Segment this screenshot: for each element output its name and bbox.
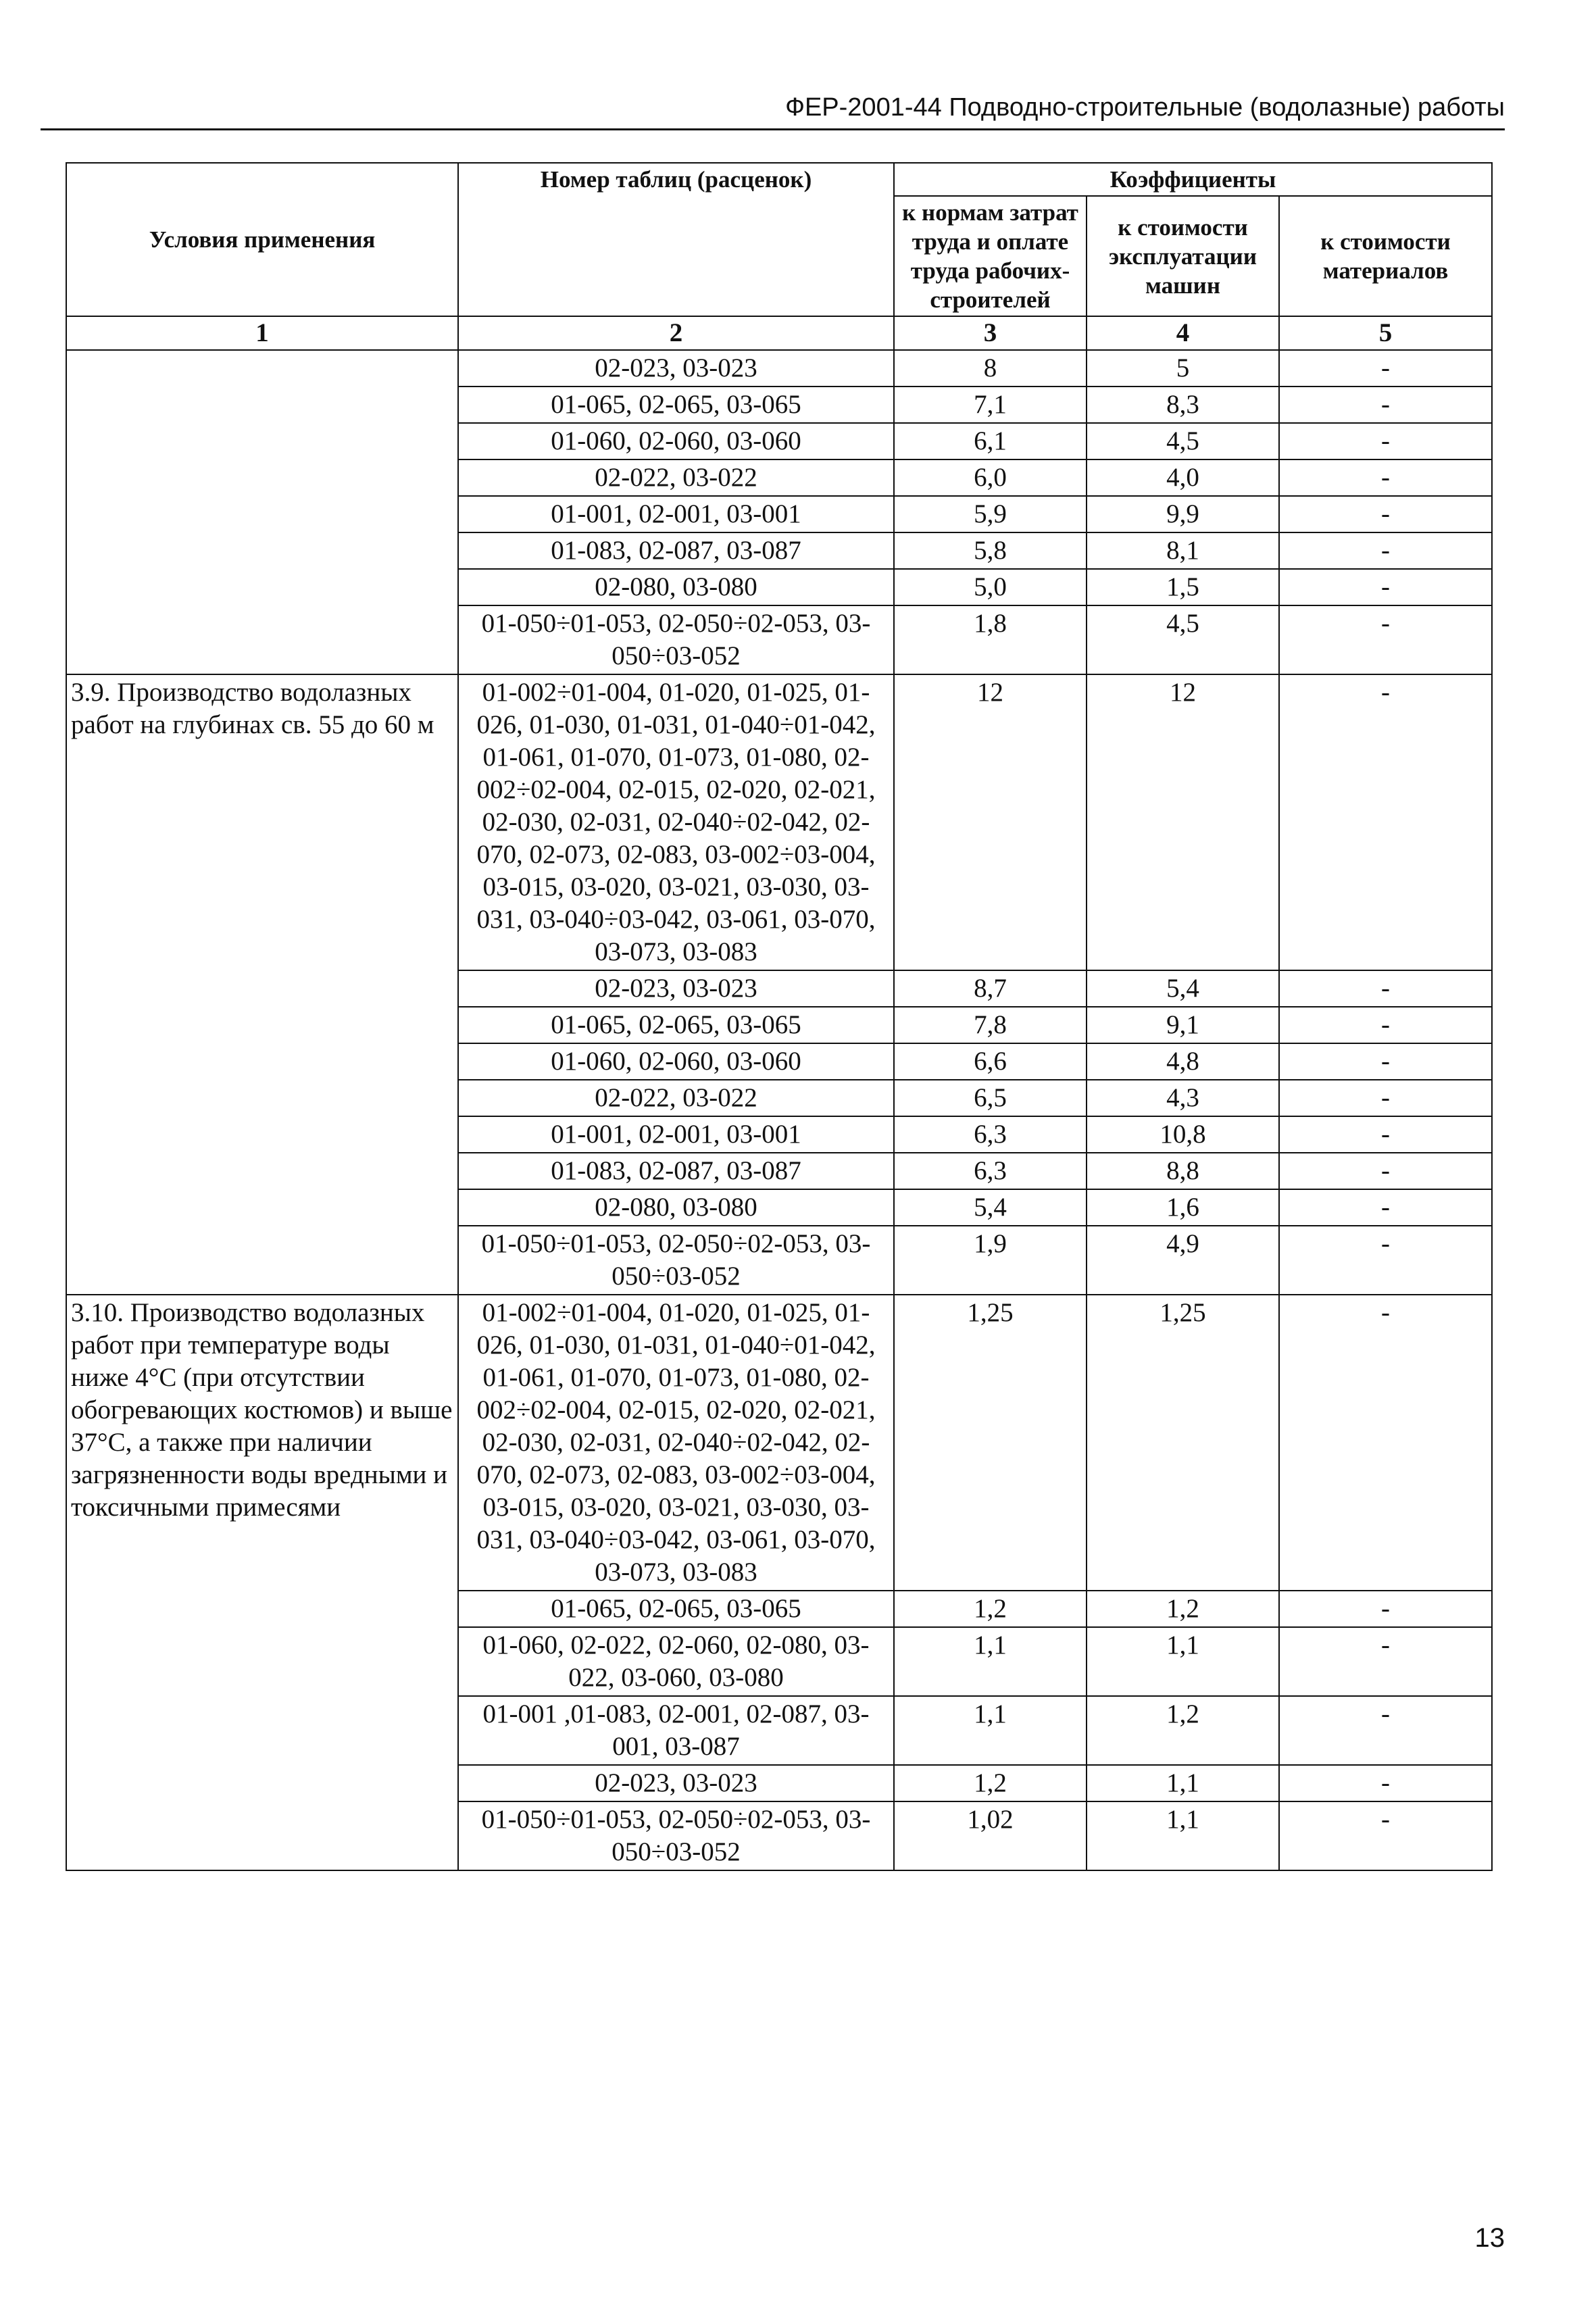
coef-machines-cell: 5,4 bbox=[1087, 970, 1279, 1007]
coef-materials-cell: - bbox=[1279, 532, 1492, 569]
coef-machines-cell: 1,2 bbox=[1087, 1696, 1279, 1765]
coef-labor-cell: 1,2 bbox=[894, 1591, 1087, 1627]
table-numbers-cell: 01-083, 02-087, 03-087 bbox=[458, 532, 894, 569]
coef-materials-cell: - bbox=[1279, 496, 1492, 532]
table-numbers-cell: 01-060, 02-060, 03-060 bbox=[458, 1043, 894, 1080]
coef-machines-cell: 1,6 bbox=[1087, 1189, 1279, 1226]
coefficients-table bbox=[66, 162, 1493, 1871]
table-numbers-cell: 01-060, 02-022, 02-060, 02-080, 03-022, 03-060, 03-080 bbox=[458, 1627, 894, 1696]
condition-cell: 3.9. Производство водолазных работ на глубинах св. 55 до 60 м bbox=[66, 674, 458, 1295]
table-numbers-cell: 01-065, 02-065, 03-065 bbox=[458, 387, 894, 423]
coef-materials-cell: - bbox=[1279, 1080, 1492, 1116]
coef-materials-cell: - bbox=[1279, 1116, 1492, 1153]
table-numbers-cell: 01-050÷01-053, 02-050÷02-053, 03-050÷03-052 bbox=[458, 1801, 894, 1870]
coef-materials-cell: - bbox=[1279, 1295, 1492, 1591]
coef-materials-cell: - bbox=[1279, 1226, 1492, 1295]
coef-machines-cell: 8,3 bbox=[1087, 387, 1279, 423]
coef-machines-cell: 9,1 bbox=[1087, 1007, 1279, 1043]
coef-labor-cell: 6,3 bbox=[894, 1153, 1087, 1189]
table-numbers-cell: 01-065, 02-065, 03-065 bbox=[458, 1591, 894, 1627]
coef-machines-cell: 1,25 bbox=[1087, 1295, 1279, 1591]
coef-labor-cell: 1,02 bbox=[894, 1801, 1087, 1870]
table-row bbox=[66, 674, 1492, 970]
table-numbers-cell: 01-001, 02-001, 03-001 bbox=[458, 496, 894, 532]
coef-materials-cell: - bbox=[1279, 423, 1492, 459]
table-numbers-cell: 01-050÷01-053, 02-050÷02-053, 03-050÷03-052 bbox=[458, 1226, 894, 1295]
coef-machines-cell: 1,5 bbox=[1087, 569, 1279, 605]
coef-materials-cell: - bbox=[1279, 1591, 1492, 1627]
col-number-1: 1 bbox=[66, 316, 458, 350]
coef-labor-cell: 12 bbox=[894, 674, 1087, 970]
coef-machines-cell: 1,1 bbox=[1087, 1765, 1279, 1801]
table-numbers-cell: 01-050÷01-053, 02-050÷02-053, 03-050÷03-052 bbox=[458, 605, 894, 674]
table-row bbox=[66, 1295, 1492, 1591]
coef-labor-cell: 6,5 bbox=[894, 1080, 1087, 1116]
coef-labor-cell: 5,8 bbox=[894, 532, 1087, 569]
coef-labor-cell: 1,25 bbox=[894, 1295, 1087, 1591]
table-numbers-cell: 01-060, 02-060, 03-060 bbox=[458, 423, 894, 459]
conditions-header: Условия применения bbox=[66, 163, 458, 316]
coef-labor-cell: 7,1 bbox=[894, 387, 1087, 423]
coef-labor-cell: 1,2 bbox=[894, 1765, 1087, 1801]
coef-labor-cell: 1,9 bbox=[894, 1226, 1087, 1295]
coef-materials-cell: - bbox=[1279, 1801, 1492, 1870]
coef-labor-cell: 6,6 bbox=[894, 1043, 1087, 1080]
table-numbers-cell: 02-023, 03-023 bbox=[458, 970, 894, 1007]
table-numbers-cell: 01-083, 02-087, 03-087 bbox=[458, 1153, 894, 1189]
table-numbers-header: Номер таблиц (расценок) bbox=[458, 163, 894, 316]
table-numbers-cell: 01-065, 02-065, 03-065 bbox=[458, 1007, 894, 1043]
coef-materials-cell: - bbox=[1279, 1153, 1492, 1189]
coef-labor-cell: 5,4 bbox=[894, 1189, 1087, 1226]
table-row bbox=[66, 350, 1492, 387]
col-number-5: 5 bbox=[1279, 316, 1492, 350]
coef-labor-cell: 7,8 bbox=[894, 1007, 1087, 1043]
coef-materials-cell: - bbox=[1279, 1007, 1492, 1043]
table-numbers-cell: 01-002÷01-004, 01-020, 01-025, 01-026, 01-030, 01-031, 01-040÷01-042, 01-061, 01-070, 01-073, 01-080, 02-002÷02-004, 02-015, 02-020, 02-021, 02-030, 02-031, 02-040÷02-042, 02-070, 02-073, 02-083, 03-002÷03-004, 03-015, 03-020, 03-021, 03-030, 03-031, 03-040÷03-042, 03-061, 03-070, 03-073, 03-083 bbox=[458, 1295, 894, 1591]
coef-labor-cell: 1,8 bbox=[894, 605, 1087, 674]
coef-labor-cell: 6,3 bbox=[894, 1116, 1087, 1153]
coef-machines-cell: 1,2 bbox=[1087, 1591, 1279, 1627]
coef-labor-cell: 8 bbox=[894, 350, 1087, 387]
col-number-4: 4 bbox=[1087, 316, 1279, 350]
coef-materials-cell: - bbox=[1279, 387, 1492, 423]
table-numbers-cell: 02-023, 03-023 bbox=[458, 1765, 894, 1801]
coef-materials-header: к стоимости материалов bbox=[1279, 196, 1492, 316]
coef-materials-cell: - bbox=[1279, 1627, 1492, 1696]
coef-materials-cell: - bbox=[1279, 350, 1492, 387]
table-numbers-cell: 02-022, 03-022 bbox=[458, 459, 894, 496]
table-body bbox=[66, 350, 1492, 1870]
coef-materials-cell: - bbox=[1279, 1765, 1492, 1801]
coef-machines-cell: 10,8 bbox=[1087, 1116, 1279, 1153]
coef-machines-header: к стоимости эксплуатации машин bbox=[1087, 196, 1279, 316]
coef-machines-cell: 4,8 bbox=[1087, 1043, 1279, 1080]
coef-machines-cell: 5 bbox=[1087, 350, 1279, 387]
coef-labor-cell: 5,0 bbox=[894, 569, 1087, 605]
coef-labor-cell: 6,0 bbox=[894, 459, 1087, 496]
coef-machines-cell: 1,1 bbox=[1087, 1801, 1279, 1870]
coef-machines-cell: 1,1 bbox=[1087, 1627, 1279, 1696]
table-numbers-cell: 01-001 ,01-083, 02-001, 02-087, 03-001, 03-087 bbox=[458, 1696, 894, 1765]
coef-materials-cell: - bbox=[1279, 970, 1492, 1007]
coef-labor-cell: 1,1 bbox=[894, 1627, 1087, 1696]
col-number-2: 2 bbox=[458, 316, 894, 350]
coef-materials-cell: - bbox=[1279, 674, 1492, 970]
table-numbers-cell: 02-023, 03-023 bbox=[458, 350, 894, 387]
table-numbers-cell: 01-002÷01-004, 01-020, 01-025, 01-026, 01-030, 01-031, 01-040÷01-042, 01-061, 01-070, 01-073, 01-080, 02-002÷02-004, 02-015, 02-020, 02-021, 02-030, 02-031, 02-040÷02-042, 02-070, 02-073, 02-083, 03-002÷03-004, 03-015, 03-020, 03-021, 03-030, 03-031, 03-040÷03-042, 03-061, 03-070, 03-073, 03-083 bbox=[458, 674, 894, 970]
coef-labor-cell: 8,7 bbox=[894, 970, 1087, 1007]
col-number-3: 3 bbox=[894, 316, 1087, 350]
coef-machines-cell: 8,8 bbox=[1087, 1153, 1279, 1189]
coef-materials-cell: - bbox=[1279, 1189, 1492, 1226]
coef-materials-cell: - bbox=[1279, 459, 1492, 496]
page-number: 13 bbox=[1474, 2223, 1505, 2253]
table-numbers-cell: 02-022, 03-022 bbox=[458, 1080, 894, 1116]
coef-materials-cell: - bbox=[1279, 569, 1492, 605]
table-numbers-cell: 01-001, 02-001, 03-001 bbox=[458, 1116, 894, 1153]
coef-machines-cell: 4,0 bbox=[1087, 459, 1279, 496]
table-head bbox=[66, 163, 1492, 350]
coef-labor-cell: 5,9 bbox=[894, 496, 1087, 532]
condition-cell: 3.10. Производство водолазных работ при температуре воды ниже 4°С (при отсутствии обогревающих костюмов) и выше 37°С, а также при наличии загрязненности воды вредными и токсичными примесями bbox=[66, 1295, 458, 1870]
coef-machines-cell: 9,9 bbox=[1087, 496, 1279, 532]
coef-labor-cell: 6,1 bbox=[894, 423, 1087, 459]
coef-materials-cell: - bbox=[1279, 605, 1492, 674]
page-header: ФЕР-2001-44 Подводно-строительные (водолазные) работы bbox=[785, 93, 1505, 122]
coef-machines-cell: 12 bbox=[1087, 674, 1279, 970]
coef-materials-cell: - bbox=[1279, 1696, 1492, 1765]
coefficients-header: Коэффициенты bbox=[894, 163, 1492, 196]
table-numbers-cell: 02-080, 03-080 bbox=[458, 1189, 894, 1226]
condition-cell bbox=[66, 350, 458, 674]
coef-machines-cell: 4,3 bbox=[1087, 1080, 1279, 1116]
table-numbers-cell: 02-080, 03-080 bbox=[458, 569, 894, 605]
coef-labor-cell: 1,1 bbox=[894, 1696, 1087, 1765]
coef-machines-cell: 8,1 bbox=[1087, 532, 1279, 569]
header-rule bbox=[41, 128, 1505, 130]
coef-materials-cell: - bbox=[1279, 1043, 1492, 1080]
coef-machines-cell: 4,5 bbox=[1087, 605, 1279, 674]
coef-machines-cell: 4,9 bbox=[1087, 1226, 1279, 1295]
coef-machines-cell: 4,5 bbox=[1087, 423, 1279, 459]
coef-labor-header: к нормам затрат труда и оплате труда рабочих-строителей bbox=[894, 196, 1087, 316]
